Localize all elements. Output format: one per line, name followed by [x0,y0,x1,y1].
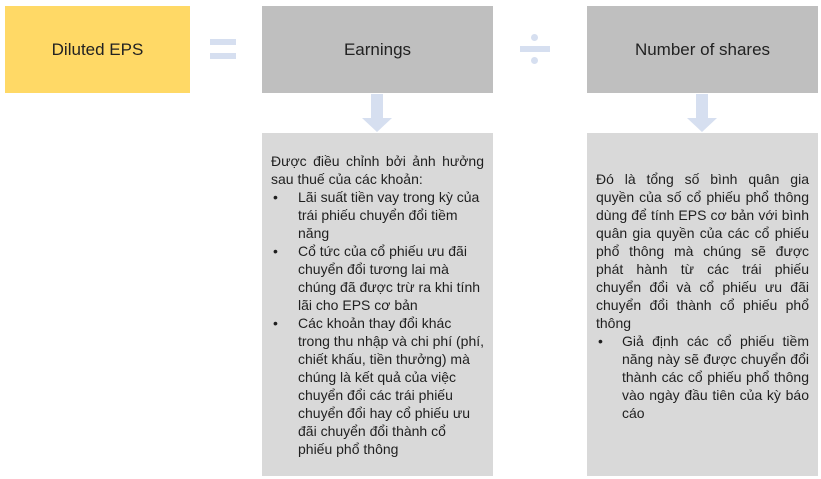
list-item: • Các khoản thay đổi khác trong thu nhập và chi phí (phí, chiết khấu, tiền thưởng) mà chúng là kết quả của việc chuyển đổi các trái phiếu chuyển đổi hay cổ phiếu ưu đãi chuyển đổi thành cổ phiếu phổ thông [271,314,484,458]
number-of-shares-label: Number of shares [634,39,771,59]
arrow-down-icon [362,94,392,132]
list-item: • Cổ tức của cổ phiếu ưu đãi chuyển đổi tương lai mà chúng đã được trừ ra khi tính lãi cho EPS cơ bản [271,242,484,314]
shares-assumption-list [596,332,809,422]
earnings-box [262,6,493,93]
shares-detail-panel [587,133,818,476]
arrow-down-icon [687,94,717,132]
earnings-detail-panel [262,133,493,476]
number-of-shares-box [587,6,818,93]
equals-sign [210,39,236,59]
earnings-label: Earnings [343,39,412,59]
shares-intro: Đó là tổng số bình quân gia quyền của số cổ phiếu phổ thông dùng để tính EPS cơ bản với bình quân gia quyền của các cổ phiếu phổ thông mà chúng sẽ được phát hành từ các trái phiếu chuyển đổi và cổ phiếu ưu đãi chuyển đổi thành cổ phiếu phổ thông [596,171,809,331]
list-item: • Giả định các cổ phiếu tiềm năng này sẽ được chuyển đổi thành các cổ phiếu phổ thông vào ngày đầu tiên của kỳ báo cáo [596,332,809,422]
divide-sign [520,34,550,64]
earnings-intro: Được điều chỉnh bởi ảnh hưởng sau thuế của các khoản: [271,153,484,187]
earnings-adjustment-list [271,188,484,458]
diluted-eps-label: Diluted EPS [51,39,144,59]
list-item: • Lãi suất tiền vay trong kỳ của trái phiếu chuyển đổi tiềm năng [271,188,484,242]
diluted-eps-box [5,6,190,93]
